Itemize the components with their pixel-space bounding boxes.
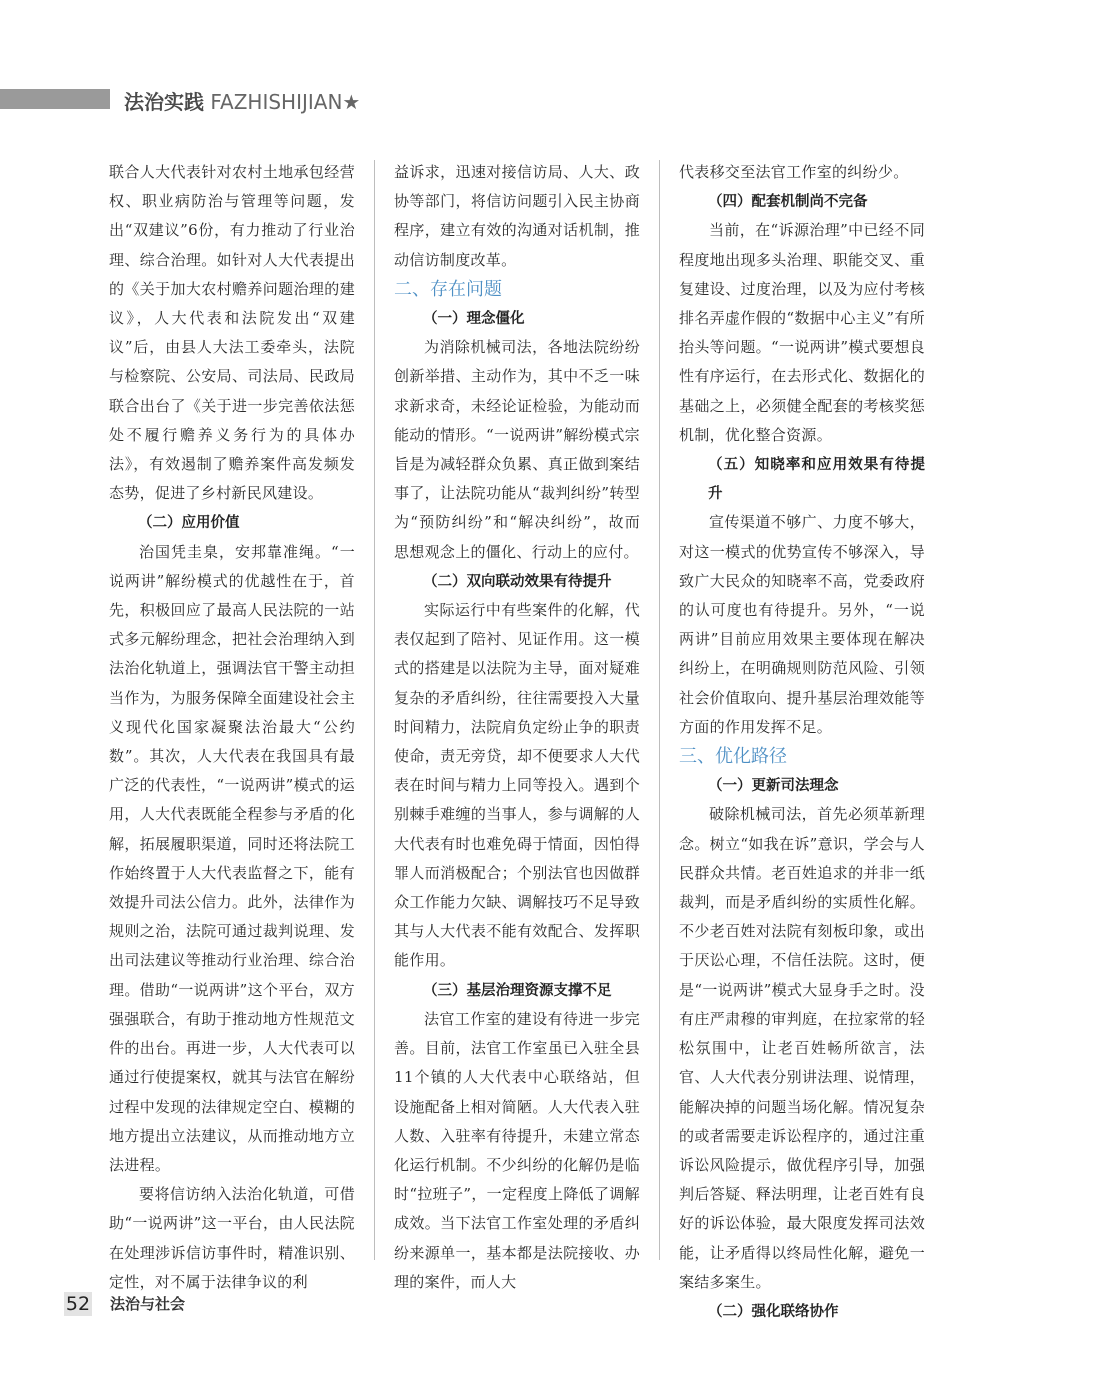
paragraph: 益诉求，迅速对接信访局、人大、政协等部门，将信访问题引入民主协商程序，建立有效的沟通对话机制，推动信访制度改革。: [394, 163, 640, 269]
column-divider: [374, 160, 375, 1260]
subheading: （三）基层治理资源支撑不足: [423, 981, 612, 999]
paragraph: 为消除机械司法，各地法院纷纷创新举措、主动作为，其中不乏一味求新求奇，未经论证检验，为能动而能动的情形。“一说两讲”解纷模式宗旨是为减轻群众负累、真正做到案结事了，让法院功能从“裁判纠纷”转型为“预防纠纷”和“解决纠纷”，故而思想观念上的僵化、行动上的应付。: [394, 338, 640, 561]
column-middle: [394, 158, 640, 1297]
paragraph: 实际运行中有些案件的化解，代表仅起到了陪衬、见证作用。这一模式的搭建是以法院为主导，面对疑难复杂的矛盾纠纷，往往需要投入大量时间精力，法院肩负定纷止争的职责使命，责无旁贷，却不便要求人大代表在时间与精力上同等投入。遇到个别棘手难缠的当事人，参与调解的人大代表有时也难免碍于情面，因怕得罪人而消极配合；个别法官也因做群众工作能力欠缺、调解技巧不足导致其与人大代表不能有效配合、发挥职能作用。: [394, 601, 640, 970]
column-divider: [659, 160, 660, 1260]
paragraph: 要将信访纳入法治化轨道，可借助“一说两讲”这一平台，由人民法院在处理涉诉信访事件时，精准识别、定性，对不属于法律争议的利: [109, 1185, 355, 1291]
subheading: （四）配套机制尚不完备: [708, 193, 868, 211]
section-heading: 二、存在问题: [394, 278, 502, 300]
section-header: [124, 86, 360, 115]
subheading: （五）知晓率和应用效果有待提升: [708, 456, 925, 503]
journal-name: 法治与社会: [110, 1295, 186, 1313]
header-bar: [0, 89, 110, 109]
paragraph: 宣传渠道不够广、力度不够大，对这一模式的优势宣传不够深入，导致广大民众的知晓率不高，党委政府的认可度也有待提升。另外，“一说两讲”目前应用效果主要体现在解决纠纷上，在明确规则防范风险、引领社会价值取向、提升基层治理效能等方面的作用发挥不足。: [679, 513, 925, 736]
paragraph: 治国凭圭臬，安邦靠准绳。“一说两讲”解纷模式的优越性在于，首先，积极回应了最高人民法院的一站式多元解纷理念，把社会治理纳入到法治化轨道上，强调法官干警主动担当作为，为服务保障全面建设社会主义现代化国家凝聚法治最大“公约数”。其次，人大代表在我国具有最广泛的代表性，“一说两讲”模式的运用，人大代表既能全程参与矛盾的化解，拓展履职渠道，同时还将法院工作始终置于人大代表监督之下，能有效提升司法公信力。此外，法律作为规则之治，法院可通过裁判说理、发出司法建议等推动行业治理、综合治理。借助“一说两讲”这个平台，双方强强联合，有助于推动地方性规范文件的出台。再进一步，人大代表可以通过行使提案权，就其与法官在解纷过程中发现的法律规定空白、模糊的地方提出立法建议，从而推动地方立法进程。: [109, 542, 355, 1174]
subheading: （一）更新司法理念: [708, 777, 839, 795]
section-heading: 三、优化路径: [679, 746, 787, 768]
subheading: （二）应用价值: [138, 514, 240, 532]
column-left: [109, 158, 355, 1297]
column-right: [679, 158, 925, 1326]
page-number: 52: [65, 1293, 91, 1315]
section-title-en: FAZHISHIJIAN★: [210, 90, 361, 114]
section-title-cn: 法治实践: [124, 90, 204, 114]
paragraph: 代表移交至法官工作室的纠纷少。: [679, 163, 909, 181]
paragraph: 联合人大代表针对农村土地承包经营权、职业病防治与管理等问题，发出“双建议”6份，有力推动了行业治理、综合治理。如针对人大代表提出的《关于加大农村赡养问题治理的建议》，人大代表和法院发出“双建议”后，由县人大法工委牵头，法院与检察院、公安局、司法局、民政局联合出台了《关于进一步完善依法惩处不履行赡养义务行为的具体办法》，有效遏制了赡养案件高发频发态势，促进了乡村新民风建设。: [109, 163, 355, 503]
paragraph: 当前，在“诉源治理”中已经不同程度地出现多头治理、职能交叉、重复建设、过度治理，以及为应付考核排名弄虚作假的“数据中心主义”有所抬头等问题。“一说两讲”模式要想良性有序运行，在去形式化、数据化的基础之上，必须健全配套的考核奖惩机制，优化整合资源。: [679, 221, 925, 444]
paragraph: 法官工作室的建设有待进一步完善。目前，法官工作室虽已入驻全县11个镇的人大代表中心联络站，但设施配备上相对简陋。人大代表入驻人数、入驻率有待提升，未建立常态化运行机制。不少纠纷的化解仍是临时“拉班子”，一定程度上降低了调解成效。当下法官工作室处理的矛盾纠纷来源单一，基本都是法院接收、办理的案件，而人大: [394, 1009, 640, 1291]
subheading: （二）双向联动效果有待提升: [423, 572, 612, 590]
subheading: （二）强化联络协作: [708, 1302, 839, 1320]
paragraph: 破除机械司法，首先必须革新理念。树立“如我在诉”意识，学会与人民群众共情。老百姓追求的并非一纸裁判，而是矛盾纠纷的实质性化解。不少老百姓对法院有刻板印象，或出于厌讼心理，不信任法院。这时，便是“一说两讲”模式大显身手之时。没有庄严肃穆的审判庭，在拉家常的轻松氛围中，让老百姓畅所欲言，法官、人大代表分别讲法理、说情理，能解决掉的问题当场化解。情况复杂的或者需要走诉讼程序的，通过注重诉讼风险提示，做优程序引导，加强判后答疑、释法明理，让老百姓有良好的诉讼体验，最大限度发挥司法效能，让矛盾得以终局性化解，避免一案结多案生。: [679, 805, 925, 1291]
subheading: （一）理念僵化: [423, 310, 525, 328]
